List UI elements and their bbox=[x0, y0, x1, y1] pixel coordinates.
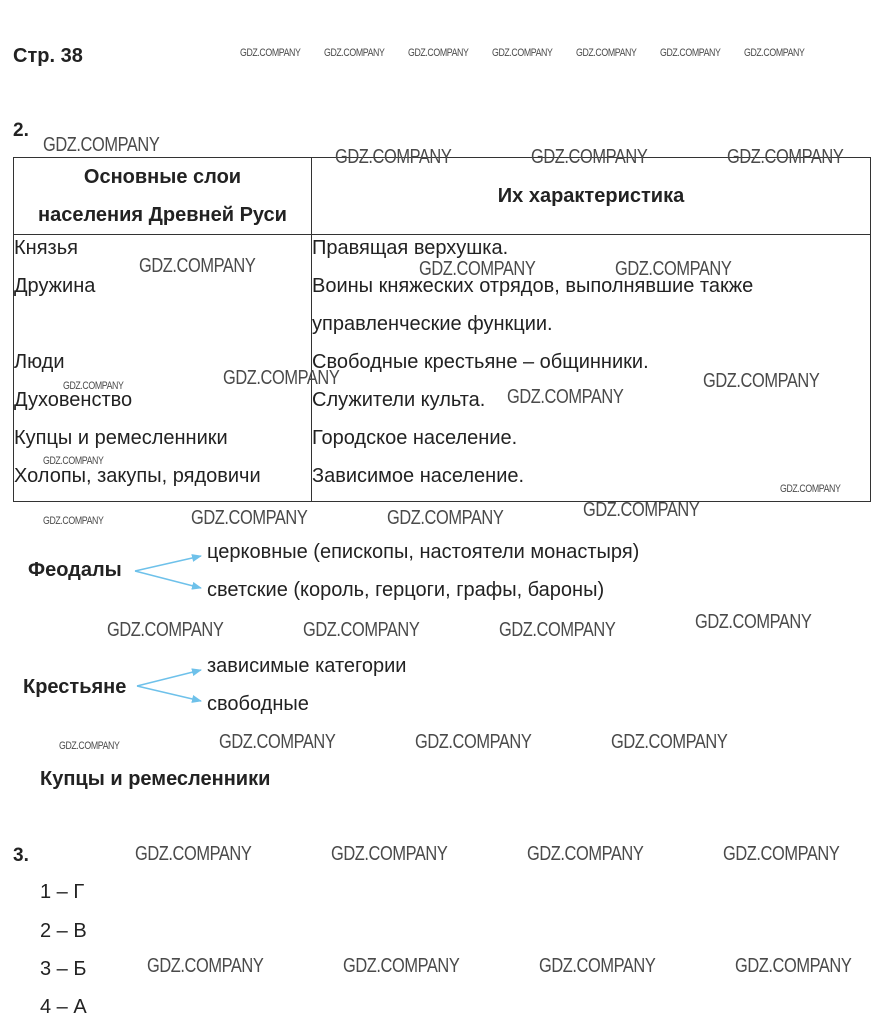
peasants-branch-dependent: зависимые категории bbox=[207, 655, 407, 677]
watermark: GDZ.COMPANY bbox=[492, 47, 553, 59]
watermark: GDZ.COMPANY bbox=[695, 611, 812, 633]
layer-item: Дружина bbox=[14, 275, 96, 297]
watermark: GDZ.COMPANY bbox=[191, 507, 308, 529]
watermark: GDZ.COMPANY bbox=[583, 499, 700, 521]
watermark: GDZ.COMPANY bbox=[419, 258, 536, 280]
watermark: GDZ.COMPANY bbox=[780, 483, 841, 495]
watermark: GDZ.COMPANY bbox=[343, 955, 460, 977]
characteristic-item: Зависимое население. bbox=[312, 465, 525, 487]
layer-item: Духовенство bbox=[14, 389, 133, 411]
watermark: GDZ.COMPANY bbox=[527, 843, 644, 865]
watermark: GDZ.COMPANY bbox=[611, 731, 728, 753]
arrow-feudals-church bbox=[135, 556, 201, 571]
merchants-label: Купцы и ремесленники bbox=[40, 768, 271, 790]
watermark: GDZ.COMPANY bbox=[727, 146, 844, 168]
watermark: GDZ.COMPANY bbox=[59, 740, 120, 752]
layer-item: Холопы, закупы, рядовичи bbox=[14, 465, 261, 487]
watermark: GDZ.COMPANY bbox=[660, 47, 721, 59]
arrow-peasants-free bbox=[137, 686, 201, 701]
page-label: Стр. 38 bbox=[13, 45, 83, 67]
header-layers-line1: Основные слои bbox=[83, 166, 242, 188]
characteristic-item: Воины княжеских отрядов, выполнявшие также bbox=[312, 275, 754, 297]
layer-item: Купцы и ремесленники bbox=[14, 427, 228, 449]
layer-item: Люди bbox=[14, 351, 65, 373]
watermark: GDZ.COMPANY bbox=[43, 455, 104, 467]
header-layers-line2: населения Древней Руси bbox=[38, 204, 287, 226]
layer-item: Князья bbox=[14, 237, 78, 259]
watermark: GDZ.COMPANY bbox=[240, 47, 301, 59]
characteristic-item: Правящая верхушка. bbox=[312, 237, 509, 259]
watermark: GDZ.COMPANY bbox=[335, 146, 452, 168]
watermark: GDZ.COMPANY bbox=[223, 367, 340, 389]
watermark: GDZ.COMPANY bbox=[387, 507, 504, 529]
peasants-label: Крестьяне bbox=[23, 676, 127, 698]
watermark: GDZ.COMPANY bbox=[744, 47, 805, 59]
characteristic-item: управленческие функции. bbox=[312, 313, 553, 335]
header-characteristics: Их характеристика bbox=[312, 158, 871, 235]
peasants-branch-free: свободные bbox=[207, 693, 309, 715]
watermark: GDZ.COMPANY bbox=[43, 515, 104, 527]
answer-item: 4 – А bbox=[40, 996, 87, 1018]
feudals-label: Феодалы bbox=[28, 559, 122, 581]
task-2-number: 2. bbox=[13, 120, 29, 141]
watermark: GDZ.COMPANY bbox=[139, 255, 256, 277]
feudals-branch-secular: светские (король, герцоги, графы, бароны) bbox=[207, 579, 605, 601]
task-3-number: 3. bbox=[13, 845, 29, 866]
watermark: GDZ.COMPANY bbox=[324, 47, 385, 59]
watermark: GDZ.COMPANY bbox=[43, 134, 160, 156]
answer-item: 2 – В bbox=[40, 920, 87, 942]
watermark: GDZ.COMPANY bbox=[331, 843, 448, 865]
watermark: GDZ.COMPANY bbox=[135, 843, 252, 865]
answer-item: 3 – Б bbox=[40, 958, 87, 980]
feudals-branch-church: церковные (епископы, настоятели монастыря) bbox=[207, 541, 640, 563]
watermark: GDZ.COMPANY bbox=[531, 146, 648, 168]
watermark: GDZ.COMPANY bbox=[415, 731, 532, 753]
watermark: GDZ.COMPANY bbox=[107, 619, 224, 641]
watermark: GDZ.COMPANY bbox=[576, 47, 637, 59]
watermark: GDZ.COMPANY bbox=[539, 955, 656, 977]
watermark: GDZ.COMPANY bbox=[615, 258, 732, 280]
arrow-peasants-dependent bbox=[137, 670, 201, 686]
characteristic-item: Служители культа. bbox=[312, 389, 486, 411]
watermark: GDZ.COMPANY bbox=[723, 843, 840, 865]
watermark: GDZ.COMPANY bbox=[219, 731, 336, 753]
watermark: GDZ.COMPANY bbox=[499, 619, 616, 641]
characteristic-item: Свободные крестьяне – общинники. bbox=[312, 351, 649, 373]
watermark: GDZ.COMPANY bbox=[507, 386, 624, 408]
watermark: GDZ.COMPANY bbox=[408, 47, 469, 59]
watermark: GDZ.COMPANY bbox=[703, 370, 820, 392]
answer-item: 1 – Г bbox=[40, 881, 85, 903]
arrow-feudals-secular bbox=[135, 571, 201, 588]
watermark: GDZ.COMPANY bbox=[303, 619, 420, 641]
watermark: GDZ.COMPANY bbox=[147, 955, 264, 977]
watermark: GDZ.COMPANY bbox=[735, 955, 852, 977]
watermark: GDZ.COMPANY bbox=[63, 380, 124, 392]
characteristic-item: Городское население. bbox=[312, 427, 518, 449]
